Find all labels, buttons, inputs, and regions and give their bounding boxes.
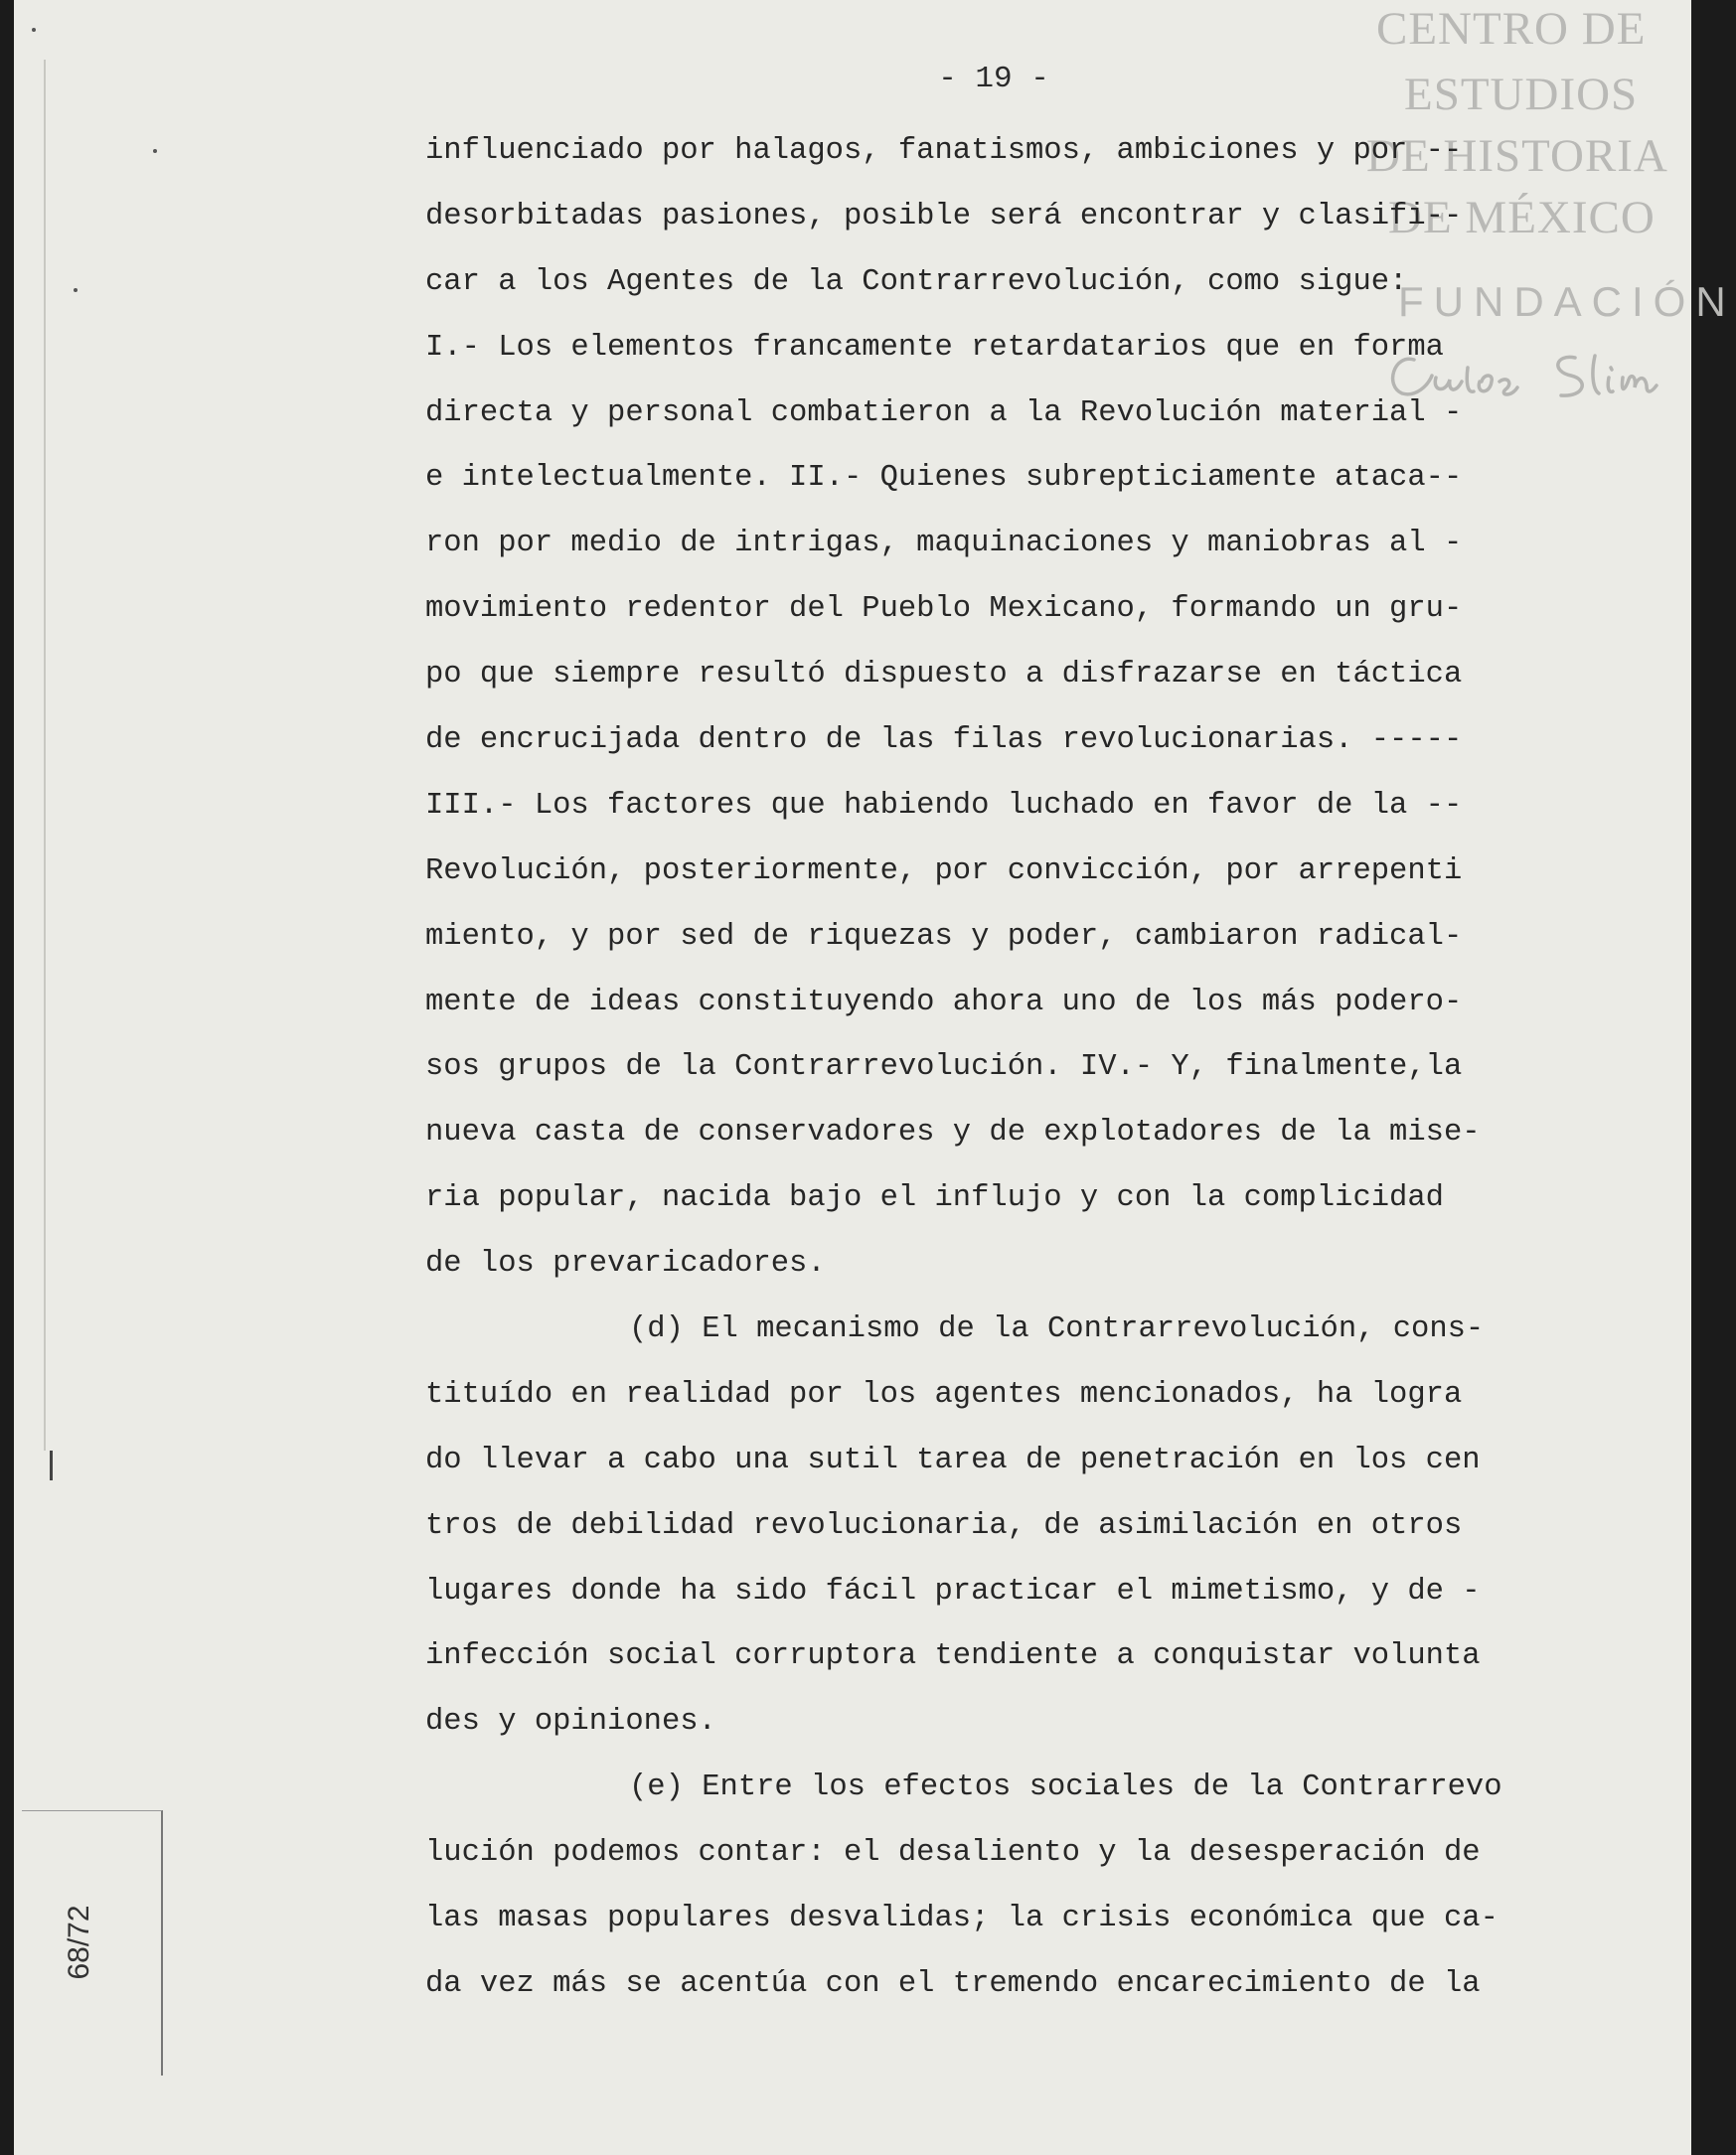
text-line: miento, y por sed de riquezas y poder, cambiaron radical- xyxy=(425,919,1463,954)
text-line: (e) Entre los efectos sociales de la Contrarrevo xyxy=(629,1770,1502,1805)
text-line: do llevar a cabo una sutil tarea de penetración en los cen xyxy=(425,1443,1481,1477)
text-line: movimiento redentor del Pueblo Mexicano, formando un gru- xyxy=(425,592,1463,627)
text-line: (d) El mecanismo de la Contrarrevolución, cons- xyxy=(629,1312,1485,1347)
watermark-foundation: FUNDACIÓN xyxy=(1398,278,1736,325)
watermark-line: ESTUDIOS xyxy=(1404,69,1639,120)
text-line: lución podemos contar: el desaliento y la desesperación de xyxy=(425,1836,1481,1871)
text-line: car a los Agentes de la Contrarrevolución, como sigue: xyxy=(425,264,1408,299)
text-line: ria popular, nacida bajo el influjo y con la complicidad xyxy=(425,1181,1444,1216)
body-text xyxy=(425,119,1628,2018)
text-line: las masas populares desvalidas; la crisis económica que ca- xyxy=(425,1902,1499,1936)
text-line: des y opiniones. xyxy=(425,1705,716,1740)
text-line: tituído en realidad por los agentes mencionados, ha logra xyxy=(425,1377,1463,1412)
speck xyxy=(32,28,36,32)
text-line: nueva casta de conservadores y de explotadores de la mise- xyxy=(425,1116,1481,1151)
speck xyxy=(153,149,157,153)
watermark-line: CENTRO DE xyxy=(1376,3,1647,55)
text-line: e intelectualmente. II.- Quienes subrepticiamente ataca-- xyxy=(425,461,1463,496)
watermark-line: DE MÉXICO xyxy=(1388,192,1656,243)
text-line: desorbitadas pasiones, posible será encontrar y clasifi-- xyxy=(425,199,1463,233)
text-line: ron por medio de intrigas, maquinaciones y maniobras al - xyxy=(425,527,1463,561)
text-line: directa y personal combatieron a la Revolución material - xyxy=(425,395,1463,430)
margin-mark xyxy=(50,1451,53,1480)
text-line: tros de debilidad revolucionaria, de asimilación en otros xyxy=(425,1508,1463,1543)
text-line: I.- Los elementos francamente retardatarios que en forma xyxy=(425,330,1444,365)
speck xyxy=(74,288,78,292)
punch-margin-line xyxy=(44,60,46,1451)
text-line: III.- Los factores que habiendo luchado en favor de la -- xyxy=(425,788,1463,823)
watermark-line: DE HISTORIA xyxy=(1366,130,1668,182)
text-line: de los prevaricadores. xyxy=(425,1247,826,1282)
text-line: Revolución, posteriormente, por convicción, por arrepenti xyxy=(425,853,1463,888)
text-line: sos grupos de la Contrarrevolución. IV.- Y, finalmente,la xyxy=(425,1050,1463,1085)
text-line: lugares donde ha sido fácil practicar el mimetismo, y de - xyxy=(425,1574,1481,1609)
text-line: mente de ideas constituyendo ahora uno de los más podero- xyxy=(425,985,1463,1019)
text-line: infección social corruptora tendiente a conquistar volunta xyxy=(425,1639,1481,1674)
text-line: da vez más se acentúa con el tremendo encarecimiento de la xyxy=(425,1966,1481,2001)
text-line: de encrucijada dentro de las filas revolucionarias. ----- xyxy=(425,723,1463,758)
page-number: - 19 - xyxy=(938,62,1049,96)
archive-code: 68/72 xyxy=(63,1905,95,1980)
text-line: influenciado por halagos, fanatismos, ambiciones y por -- xyxy=(425,134,1463,168)
text-line: po que siempre resultó dispuesto a disfrazarse en táctica xyxy=(425,658,1463,693)
